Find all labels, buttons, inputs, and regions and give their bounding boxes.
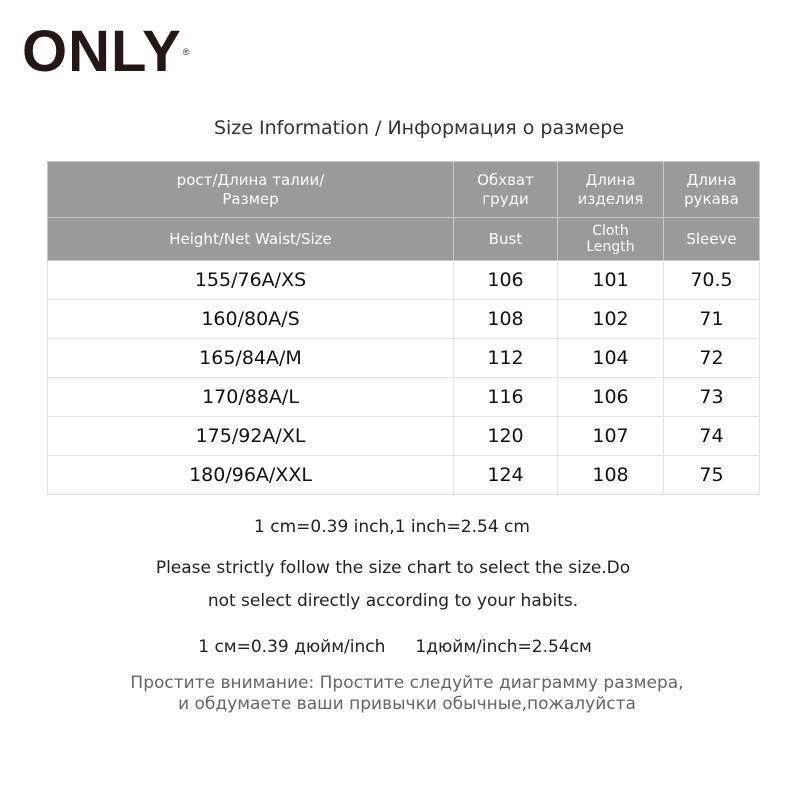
length-cell: 106 bbox=[558, 378, 664, 417]
advice-line-2: not select directly according to your habits. bbox=[207, 591, 579, 611]
bust-cell: 112 bbox=[454, 339, 558, 378]
header-en-bust: Bust bbox=[454, 218, 558, 261]
sleeve-cell: 73 bbox=[664, 378, 760, 417]
advice-line-1: Please strictly follow the size chart to select the size.Do bbox=[155, 558, 631, 578]
size-cell: 170/88A/L bbox=[48, 378, 454, 417]
conversion-note-en: 1 cm=0.39 inch,1 inch=2.54 cm bbox=[254, 517, 530, 537]
brand-logo bbox=[22, 20, 190, 84]
header-row-ru bbox=[48, 162, 760, 218]
length-cell: 108 bbox=[558, 456, 664, 495]
advice-ru-line-2: и обдумаете ваши привычки обычные,пожалуйста bbox=[178, 694, 636, 714]
size-cell: 160/80A/S bbox=[48, 300, 454, 339]
size-cell: 155/76A/XS bbox=[48, 261, 454, 300]
sleeve-cell: 75 bbox=[664, 456, 760, 495]
size-cell: 180/96A/XXL bbox=[48, 456, 454, 495]
table-row bbox=[48, 300, 760, 339]
size-table bbox=[47, 161, 760, 495]
registered-mark: ® bbox=[182, 47, 191, 57]
bust-cell: 108 bbox=[454, 300, 558, 339]
header-en-size: Height/Net Waist/Size bbox=[48, 218, 454, 261]
size-cell: 165/84A/M bbox=[48, 339, 454, 378]
length-cell: 104 bbox=[558, 339, 664, 378]
bust-cell: 124 bbox=[454, 456, 558, 495]
header-row-en bbox=[48, 218, 760, 261]
page-title: Size Information / Информация о размере bbox=[213, 117, 625, 139]
header-ru-bust: Обхват груди bbox=[454, 162, 558, 218]
brand-name: ONLY bbox=[22, 19, 182, 84]
table-row bbox=[48, 456, 760, 495]
header-en-length: Cloth Length bbox=[558, 218, 664, 261]
table-row bbox=[48, 339, 760, 378]
conversion-note-ru bbox=[0, 637, 790, 657]
bust-cell: 116 bbox=[454, 378, 558, 417]
size-cell: 175/92A/XL bbox=[48, 417, 454, 456]
header-en-sleeve: Sleeve bbox=[664, 218, 760, 261]
table-row bbox=[48, 261, 760, 300]
bust-cell: 120 bbox=[454, 417, 558, 456]
advice-ru-line-1: Простите внимание: Простите следуйте диаграмму размера, bbox=[130, 673, 684, 693]
conversion-ru-part-1: 1 см=0.39 дюйм/inch bbox=[198, 637, 386, 657]
length-cell: 101 bbox=[558, 261, 664, 300]
bust-cell: 106 bbox=[454, 261, 558, 300]
sleeve-cell: 70.5 bbox=[664, 261, 760, 300]
table-row bbox=[48, 417, 760, 456]
sleeve-cell: 72 bbox=[664, 339, 760, 378]
header-ru-length: Длина изделия bbox=[558, 162, 664, 218]
length-cell: 107 bbox=[558, 417, 664, 456]
table-row bbox=[48, 378, 760, 417]
sleeve-cell: 74 bbox=[664, 417, 760, 456]
header-ru-sleeve: Длина рукава bbox=[664, 162, 760, 218]
conversion-ru-part-2: 1дюйм/inch=2.54см bbox=[415, 637, 592, 657]
header-ru-size: рост/Длина талии/Размер bbox=[48, 162, 454, 218]
length-cell: 102 bbox=[558, 300, 664, 339]
sleeve-cell: 71 bbox=[664, 300, 760, 339]
